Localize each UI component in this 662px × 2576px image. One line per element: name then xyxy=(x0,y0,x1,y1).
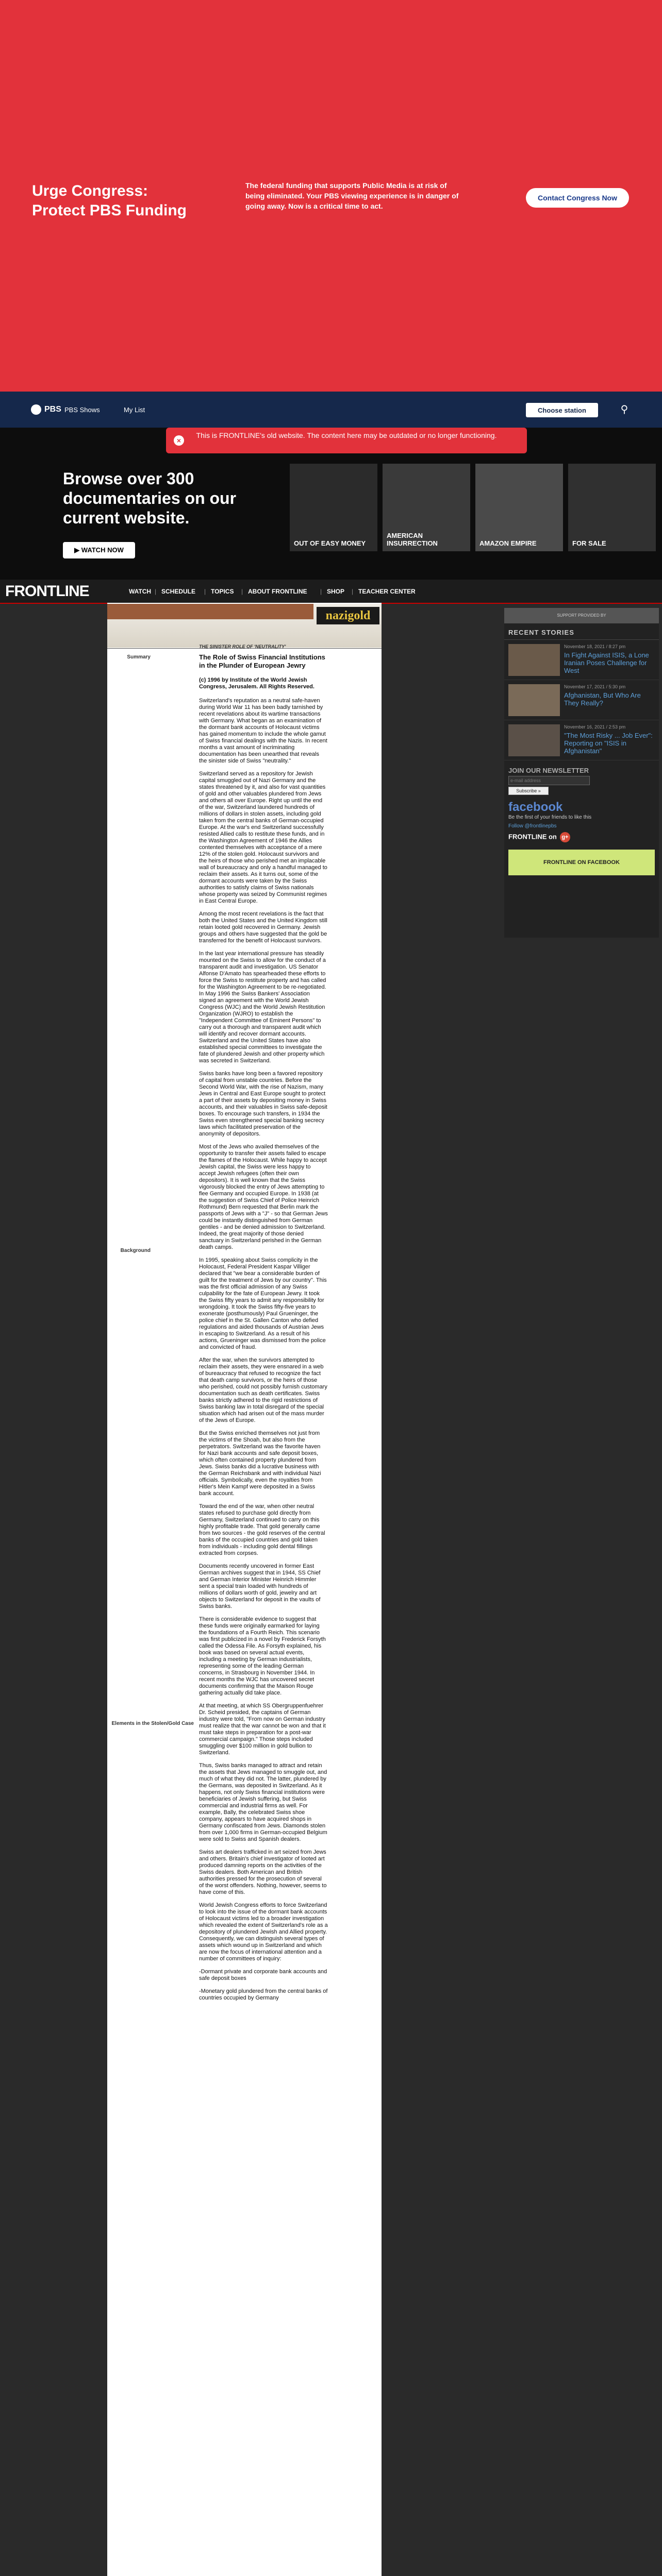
story-date: November 17, 2021 / 5:30 pm xyxy=(564,684,626,689)
paragraph: Most of the Jews who availed themselves of the opportunity to transfer their assets failed to escape the flames of the Holocaust. While happy to accept Jewish capital, the Swiss were less happy to accept Jewish refugees (often their own depositors). It is well known that the Swiss vigorously blocked the entry of Jews attempting to flee Germany and occupied Europe. In 1938 (at the suggestion of Swiss Chief of Police Heinrich Rothmund) Bern requested that Berlin mark the passports of Jews with a "J" - so that German Jews could be instantly distinguished from German gentiles - and be denied admission to Switzerland. Indeed, the great majority of those denied sanctuary in Switzerland perished in the German death camps. xyxy=(199,1144,328,1250)
contact-congress-button[interactable]: Contact Congress Now xyxy=(526,188,629,208)
header-caption: THE SINISTER ROLE OF 'NEUTRALITY' xyxy=(199,644,286,649)
twitter-follow-link[interactable]: Follow @frontlinepbs xyxy=(508,823,557,829)
story-title[interactable]: "The Most Risky ... Job Ever": Reporting on "ISIS in Afghanistan" xyxy=(564,732,653,755)
support-provided-label: SUPPORT PROVIDED BY xyxy=(504,608,659,623)
choose-station-button[interactable]: Choose station xyxy=(526,403,598,417)
subscribe-button[interactable]: Subscribe » xyxy=(508,787,549,795)
paragraph: At that meeting, at which SS Obergruppenfuehrer Dr. Scheid presided, the captains of German industry were told, "From now on German industry must realize that the war cannot be won and that it must take steps in preparation for a post-war commercial campaign." Those steps included smuggling over $100 million in gold bullion to Switzerland. xyxy=(199,1703,326,1756)
thumb-label: OUT OF EASY MONEY xyxy=(294,539,366,547)
search-icon[interactable]: ⚲ xyxy=(620,404,628,415)
story-thumbnail xyxy=(508,684,560,716)
banner-title: Urge Congress: Protect PBS Funding xyxy=(32,182,187,219)
nav-divider: | xyxy=(320,588,322,595)
story-thumbnail xyxy=(508,644,560,676)
nav-teacher-center[interactable]: TEACHER CENTER xyxy=(358,588,416,595)
frontline-on-row xyxy=(504,829,659,845)
thumb-label: AMAZON EMPIRE xyxy=(479,539,537,547)
watch-now-button[interactable]: ▶ WATCH NOW xyxy=(63,542,135,558)
my-list-link[interactable]: My List xyxy=(124,406,145,414)
paragraph: -Monetary gold plundered from the central banks of countries occupied by Germany xyxy=(199,1988,328,2001)
paragraph: Switzerland's reputation as a neutral safe-haven during World War 11 has been badly tarnished by recent revelations about its wartime transactions with Germany. What began as an examination of the dormant bank accounts of Holocaust victims has gained momentum to include the whole gamut of Swiss financial dealings with the Nazis. In recent months a vast amount of incriminating documentation has been unearthed that reveals the sinister side of Swiss "neutrality." xyxy=(199,698,327,764)
sidebar-elements-link[interactable]: Elements in the Stolen/Gold Case xyxy=(111,1721,194,1726)
story-date: November 18, 2021 / 8:27 pm xyxy=(564,644,626,649)
paragraph: Switzerland served as a repository for Jewish capital smuggled out of Nazi Germany and the states threatened by it, and also for vast quantities of gold and other valuables plundered from Jews and others all over Europe. Right up until the end of the war, Switzerland laundered hundreds of millions of dollars in stolen assets, including gold taken from the central banks of German-occupied Europe. At the war's end Switzerland successfully resisted Allied calls to restitute these funds, and in the Washington Agreement of 1946 the Allies contented themselves with acceptance of a mere 12% of the stolen gold. Holocaust survivors and the heirs of those who perished met an implacable wall of bureaucracy and only a handful managed to reclaim their assets. As it turns out, some of the dormant accounts were taken by the Swiss authorities to satisfy claims of Swiss nationals whose property was seized by Communist regimes in East Central Europe. xyxy=(199,771,327,904)
newsletter-title: JOIN OUR NEWSLETTER xyxy=(508,767,589,774)
story-item[interactable] xyxy=(504,680,659,720)
nav-schedule[interactable]: SCHEDULE xyxy=(161,588,196,595)
paragraph: Toward the end of the war, when other neutral states refused to purchase gold directly from Germany, Switzerland continued to carry on this highly profitable trade. That gold generally came from two sources - the gold reserves of the central banks of the occupied countries and gold taken from individuals - including gold dental fillings extracted from corpses. xyxy=(199,1503,325,1556)
pbs-logo-text: PBS xyxy=(44,405,61,414)
paragraph: Documents recently uncovered in former East German archives suggest that in 1944, SS Chief and German Interior Minister Heinrich Himmler sent a special train loaded with hundreds of millions of dollars worth of gold, jewelry and art objects to Switzerland for deposit in the vaults of Swiss banks. xyxy=(199,1563,321,1609)
thumb-1[interactable] xyxy=(290,464,377,551)
newsletter-email-row xyxy=(504,775,659,786)
pbs-funding-banner xyxy=(0,0,662,392)
nav-divider: | xyxy=(204,588,206,595)
nav-divider: | xyxy=(241,588,243,595)
pbs-head-icon xyxy=(31,404,41,415)
sidebar-background-link[interactable]: Background xyxy=(120,1248,151,1253)
paragraph: But the Swiss enriched themselves not just from the victims of the Shoah, but also from the perpetrators. Switzerland was the favorite haven for Nazi bank accounts and safe deposit boxes, which often contained property plundered from Jews. Swiss banks did a lucrative business with the German Reichsbank and with individual Nazi officials. Symbolically, even the royalties from Hitler's Mein Kampf were deposited in a Swiss bank account. xyxy=(199,1430,321,1497)
browse-title: Browse over 300 documentaries on our current website. xyxy=(63,469,237,527)
nazigold-logo: nazigold xyxy=(317,607,379,624)
facebook-promo[interactable]: FRONTLINE ON FACEBOOK xyxy=(508,850,655,875)
paragraph: Swiss banks have long been a favored repository of capital from unstable countries. Before the Second World War, with the rise of Nazism, many Jews in Central and East Europe sought to protect a part of their assets by depositing money in Swiss accounts, and their valuables in Swiss safe-deposit boxes. To encourage such transfers, in 1934 the Swiss even strengthened special banking secrecy laws which facilitated preservation of the anonymity of depositors. xyxy=(199,1071,327,1137)
paragraph: -Dormant private and corporate bank accounts and safe deposit boxes xyxy=(199,1969,327,1981)
thumb-label: FOR SALE xyxy=(572,539,606,547)
article-body xyxy=(199,653,328,2008)
google-plus-icon[interactable]: g+ xyxy=(560,832,570,842)
nazigold-header xyxy=(107,604,382,648)
story-title[interactable]: In Fight Against ISIS, a Lone Iranian Poses Challenge for West xyxy=(564,651,649,674)
pbs-logo[interactable] xyxy=(31,404,61,415)
article-copyright: (c) 1996 by Institute of the World Jewish Congress, Jerusalem. All Rights Reserved. xyxy=(199,677,315,690)
frontline-logo[interactable]: FRONTLINE xyxy=(5,583,89,600)
story-date: November 16, 2021 / 2:53 pm xyxy=(564,724,626,730)
nav-divider: | xyxy=(155,588,157,595)
paragraph: Among the most recent revelations is the fact that both the United States and the United Kingdom still retain looted gold recovered in Germany. Jewish groups and others have suggested that the gold be transferred for the benefit of Holocaust survivors. xyxy=(199,911,327,944)
frontline-on-label: FRONTLINE on xyxy=(508,833,557,841)
paragraph: In 1995, speaking about Swiss complicity in the Holocaust, Federal President Kaspar Villiger declared that "we bear a considerable burden of guilt for the treatment of Jews by our country". This was the first official admission of any Swiss culpability for the fate of European Jewry. It took the Swiss fifty years to admit any responsibility for wrongdoing. It took the Swiss fifty-five years to exonerate (posthumously) Paul Grueninger, the police chief in the St. Gallen Canton who defied regulations and aided thousands of Austrian Jews in escaping to Switzerland. As a result of his actions, Grueninger was dismissed from the police and convicted of fraud. xyxy=(199,1257,327,1350)
banner-text: The federal funding that supports Public Media is at risk of being eliminated. Your PBS viewing experience is in danger of going away. Now is a critical time to act. xyxy=(245,181,459,210)
archive-section xyxy=(0,428,662,580)
notice-text: This is FRONTLINE's old website. The content here may be outdated or no longer functioning. xyxy=(196,431,497,439)
paragraph: World Jewish Congress efforts to force Switzerland to look into the issue of the dormant bank accounts of Holocaust victims led to a broader investigation which revealed the extent of Switzerland's role as a depository of plundered Jewish and Allied property. Consequently, we can distinguish several types of assets which wound up in Switzerland and which are now the focus of international attention and a number of committees of inquiry: xyxy=(199,1902,328,1962)
close-icon[interactable]: × xyxy=(174,435,184,446)
thumb-2[interactable] xyxy=(383,464,470,551)
pbs-shows-link[interactable]: PBS Shows xyxy=(64,406,100,414)
story-thumbnail xyxy=(508,724,560,756)
nav-about[interactable]: ABOUT FRONTLINE xyxy=(248,588,307,595)
thumb-3[interactable] xyxy=(475,464,563,551)
header-photo-strip xyxy=(107,604,313,619)
right-rail xyxy=(504,608,659,938)
sidebar-summary-link[interactable]: Summary xyxy=(127,654,151,660)
paragraph: Swiss art dealers trafficked in art seized from Jews and others. Britain's chief investigator of looted art produced damning reports on the activities of the Swiss dealers. Both American and British authorities pressed for the prosecution of several of the worst offenders. Nothing, however, seems to have come of this. xyxy=(199,1849,327,1895)
paragraph: There is considerable evidence to suggest that these funds were originally earmarked for laying the foundations of a Fourth Reich. This scenario was first publicized in a novel by Frederick Forsyth called the Odessa File. As Forsyth explained, his book was based on several actual events, including a meeting by German industrialists, representing some of the leading German concerns, in Strasbourg in November 1944. In recent months the WJC has uncovered secret documents confirming that the Maison Rouge gathering actually did take place. xyxy=(199,1616,326,1696)
article-title: The Role of Swiss Financial Institutions in the Plunder of European Jewry xyxy=(199,653,325,669)
frontline-nav xyxy=(0,580,662,604)
paragraph: After the war, when the survivors attempted to reclaim their assets, they were ensnared in a web of bureaucracy that refused to recognize the fact that death camp survivors, or the heirs of those who perished, could not possibly furnish customary documentation such as death certificates. Swiss banks strictly adhered to the rigid restrictions of Swiss banking law in total disregard of the special situation which had arisen out of the mass murder of the Jews of Europe. xyxy=(199,1357,327,1423)
old-site-notice xyxy=(166,428,527,453)
story-title[interactable]: Afghanistan, But Who Are They Really? xyxy=(564,691,641,707)
paragraph: In the last year international pressure has steadily mounted on the Swiss to allow for the conduct of a transparent audit and investigation. US Senator Alfonse D'Amato has spearheaded these efforts to force the Swiss to restitute property and has called for the Washington Agreement to be re-negotiated. In May 1996 the Swiss Bankers' Association signed an agreement with the World Jewish Congress (WJC) and the World Jewish Restitution Organization (WJRO) to establish the "Independent Committee of Eminent Persons" to carry out a thorough and transparent audit which will identify and recover dormant accounts. Switzerland and the United States have also established special committees to investigate the fate of plundered Jewish and other property which was secreted in Switzerland. xyxy=(199,951,326,1064)
thumb-label: AMERICAN INSURRECTION xyxy=(387,532,438,547)
nav-topics[interactable]: TOPICS xyxy=(211,588,234,595)
recent-stories-title: RECENT STORIES xyxy=(504,623,659,640)
article-panel xyxy=(107,603,382,2576)
facebook-like-text: Be the first of your friends to like this xyxy=(508,815,592,820)
facebook-logo[interactable]: facebook xyxy=(508,800,563,814)
nav-divider: | xyxy=(352,588,354,595)
nav-watch[interactable]: WATCH xyxy=(129,588,152,595)
newsletter-submit-row xyxy=(504,786,659,796)
nav-shop[interactable]: SHOP xyxy=(327,588,345,595)
thumb-4[interactable] xyxy=(568,464,656,551)
paragraph: Thus, Swiss banks managed to attract and retain the assets that Jews managed to smuggle out, and much of what they did not. The latter, plundered by the Germans, was deposited in Switzerland. As it happens, not only Swiss financial institutions were beneficiaries of Jewish suffering, but Swiss commercial and industrial firms as well. For example, Bally, the celebrated Swiss shoe company, appears to have acquired shops in Germany confiscated from Jews. Diamonds stolen from over 1,000 firms in German-occupied Belgium were sold to Swiss and Spanish dealers. xyxy=(199,1762,327,1842)
newsletter-email-input[interactable] xyxy=(508,776,590,785)
story-item[interactable] xyxy=(504,640,659,680)
story-item[interactable] xyxy=(504,720,659,760)
pbs-nav-bar xyxy=(0,392,662,428)
